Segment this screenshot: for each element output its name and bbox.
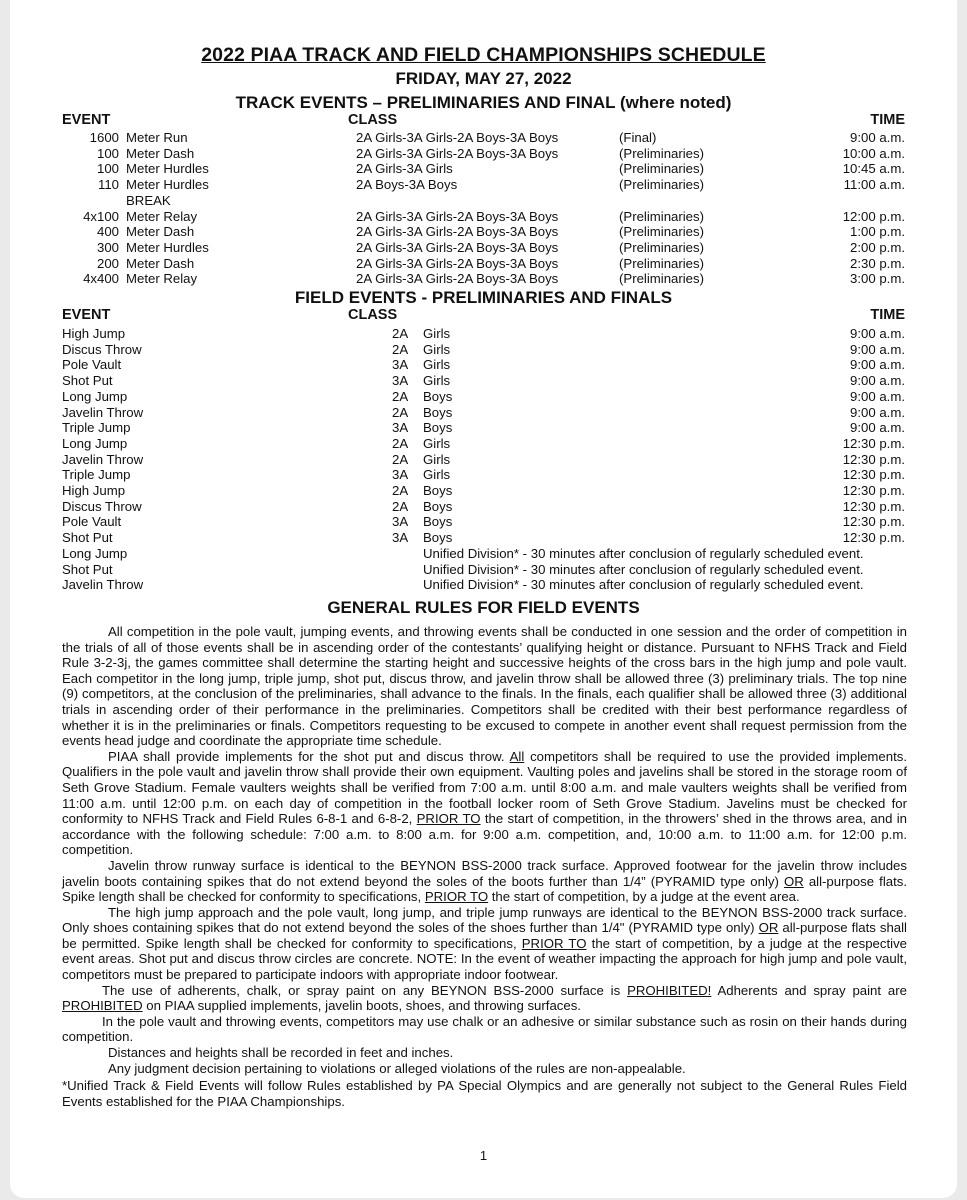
track-event-round: (Preliminaries) <box>619 271 704 287</box>
field-event-class: 2A <box>392 451 409 467</box>
track-event-name: Meter Relay <box>126 271 198 287</box>
track-event-name: Meter Run <box>126 130 188 145</box>
unified-event-row <box>10 577 957 593</box>
track-events-heading: TRACK EVENTS – PRELIMINARIES AND FINAL (where noted) <box>235 93 732 112</box>
unified-event-note: Unified Division* - 30 minutes after conclusion of regularly scheduled event. <box>423 577 864 593</box>
field-header-row <box>10 307 957 323</box>
track-event-distance: 100 <box>96 145 119 161</box>
field-event-time: 9:00 a.m. <box>850 373 905 389</box>
field-event-gender: Boys <box>423 530 453 546</box>
field-event-gender: Girls <box>423 326 451 341</box>
field-col-time: TIME <box>870 307 905 323</box>
track-event-time: 9:00 a.m. <box>850 130 905 145</box>
field-event-time: 12:30 p.m. <box>842 435 905 451</box>
track-event-round: (Final) <box>619 130 657 145</box>
track-event-row <box>10 209 957 225</box>
field-event-time: 9:00 a.m. <box>850 420 905 436</box>
field-event-row <box>10 452 957 468</box>
unified-event-row <box>10 546 957 562</box>
track-event-row <box>10 256 957 272</box>
field-event-gender: Girls <box>423 357 451 373</box>
field-event-gender: Boys <box>423 404 453 420</box>
field-event-row <box>10 389 957 405</box>
field-event-gender: Boys <box>423 483 453 498</box>
unified-footnote: *Unified Track & Field Events will follow Rules established by PA Special Olympics and are generally not subject to the General Rules Field Events established for the PIAA Championships. <box>62 1078 907 1109</box>
rules-paragraph-5: The use of adherents, chalk, or spray paint on any BEYNON BSS-2000 surface is PROHIBITED! Adherents and spray paint are PROHIBITED on PIAA supplied implements, javelin boots, shoes, and throwing surfaces. <box>62 982 907 1014</box>
field-event-time: 12:30 p.m. <box>842 483 905 498</box>
rules-paragraph-7: Distances and heights shall be recorded in feet and inches. <box>108 1045 454 1061</box>
field-event-gender: Girls <box>423 435 451 451</box>
track-col-time: TIME <box>870 112 905 128</box>
track-event-name: Meter Dash <box>126 145 195 161</box>
field-event-row <box>10 483 957 499</box>
track-event-class: 2A Girls-3A Girls-2A Boys-3A Boys <box>356 271 559 287</box>
field-event-class: 3A <box>392 373 409 389</box>
unified-event-name: Long Jump <box>62 545 128 561</box>
field-event-name: High Jump <box>62 326 126 341</box>
track-event-class: 2A Boys-3A Boys <box>356 177 458 193</box>
field-event-time: 9:00 a.m. <box>850 404 905 420</box>
track-event-round: (Preliminaries) <box>619 145 704 161</box>
field-event-class: 2A <box>392 404 409 420</box>
track-event-row <box>10 193 957 209</box>
field-event-row <box>10 530 957 546</box>
field-event-row <box>10 467 957 483</box>
field-event-time: 12:30 p.m. <box>842 467 905 483</box>
field-event-time: 9:00 a.m. <box>850 326 905 341</box>
track-event-class: 2A Girls-3A Girls-2A Boys-3A Boys <box>356 130 559 145</box>
field-event-time: 12:30 p.m. <box>842 498 905 514</box>
unified-event-name: Shot Put <box>62 561 113 577</box>
field-event-name: Shot Put <box>62 530 113 546</box>
track-event-round: (Preliminaries) <box>619 255 704 271</box>
field-event-row <box>10 514 957 530</box>
track-event-row <box>10 240 957 256</box>
field-event-class: 2A <box>392 326 409 341</box>
track-event-row <box>10 224 957 240</box>
field-events-heading: FIELD EVENTS - PRELIMINARIES AND FINALS <box>294 288 673 307</box>
field-event-name: Triple Jump <box>62 467 131 483</box>
track-event-time: 3:00 p.m. <box>850 271 905 287</box>
field-event-name: Discus Throw <box>62 341 142 357</box>
field-event-name: Shot Put <box>62 373 113 389</box>
field-event-class: 2A <box>392 388 409 404</box>
track-event-distance: 400 <box>96 224 119 240</box>
unified-event-note: Unified Division* - 30 minutes after conclusion of regularly scheduled event. <box>423 545 864 561</box>
track-event-round: (Preliminaries) <box>619 177 704 193</box>
rules-paragraph-4: The high jump approach and the pole vault, long jump, and triple jump runways are identical to the BEYNON BSS-2000 track surface. Only shoes containing spikes that do not extend beyond the soles of the shoes further than 1/4" (PYRAMID type only) OR all-purpose flats shall be permitted. Spike length shall be checked for conformity to specifications, PRIOR TO the start of competition, by a judge at the respective event areas. Shot put and discus throw circles are concrete. NOTE: In the event of weather impacting the approach for high jump and pole vault, competitors must be prepared to participate indoors with appropriate indoor footwear. <box>62 904 907 983</box>
track-event-time: 11:00 a.m. <box>843 177 905 193</box>
track-event-name: Meter Dash <box>126 224 195 240</box>
field-event-name: Long Jump <box>62 435 128 451</box>
field-event-class: 2A <box>392 341 409 357</box>
field-event-row <box>10 326 957 342</box>
field-event-gender: Boys <box>423 388 453 404</box>
rules-paragraph-6: In the pole vault and throwing events, competitors may use chalk or an adhesive or similar substance such as rosin on their hands during competition. <box>62 1013 907 1045</box>
track-event-round: (Preliminaries) <box>619 224 704 240</box>
track-event-time: 10:00 a.m. <box>842 145 905 161</box>
track-event-round: (Preliminaries) <box>619 239 704 255</box>
field-event-name: Javelin Throw <box>62 404 144 420</box>
unified-event-note: Unified Division* - 30 minutes after conclusion of regularly scheduled event. <box>423 561 864 577</box>
field-event-class: 2A <box>392 498 409 514</box>
track-event-distance: 200 <box>96 255 119 271</box>
track-event-distance: 4x400 <box>83 271 119 287</box>
track-event-row <box>10 271 957 287</box>
field-event-class: 3A <box>392 514 409 530</box>
field-event-row <box>10 373 957 389</box>
unified-event-name: Javelin Throw <box>62 577 144 593</box>
track-event-name: Meter Hurdles <box>126 177 209 193</box>
general-rules-heading: GENERAL RULES FOR FIELD EVENTS <box>327 598 640 617</box>
field-event-gender: Girls <box>423 373 451 389</box>
field-event-class: 3A <box>392 530 409 546</box>
field-col-class: CLASS <box>348 307 398 323</box>
page-title: 2022 PIAA TRACK AND FIELD CHAMPIONSHIPS SCHEDULE <box>201 44 766 66</box>
track-event-class: 2A Girls-3A Girls-2A Boys-3A Boys <box>356 224 559 240</box>
field-event-name: High Jump <box>62 483 126 498</box>
field-event-class: 3A <box>392 467 409 483</box>
field-event-row <box>10 342 957 358</box>
field-event-name: Long Jump <box>62 388 128 404</box>
field-event-row <box>10 499 957 515</box>
rules-body <box>62 624 907 1109</box>
rules-paragraph-1: All competition in the pole vault, jumping events, and throwing events shall be conducted in one session and the order of competition in the trials of all of those events shall be in ascending order of the contestants’ qualifying height or distance. Pursuant to NFHS Track and Field Rule 3-2-3j, the games committee shall determine the starting height and successive heights of the cross bars in the high jump and pole vault. Each competitor in the long jump, triple jump, shot put, discus throw, and javelin throw shall be allowed three (3) preliminary trials. The top nine (9) competitors, at the conclusion of the preliminaries, shall advance to the finals. In the finals, each qualifier shall be allowed three (3) additional trials in ascending order of their performance in the preliminaries. Competitors shall be credited with their best performance regardless of whether it is in the preliminaries or finals. Competitors requesting to be excused to compete in another event shall request permission from the events head judge and coordinate the appropriate time schedule. <box>62 624 907 749</box>
track-header-row <box>10 112 957 128</box>
track-event-name: BREAK <box>126 192 171 208</box>
track-event-name: Meter Hurdles <box>126 239 209 255</box>
field-event-gender: Boys <box>423 420 453 436</box>
field-event-class: 3A <box>392 420 409 436</box>
track-event-name: Meter Relay <box>126 208 198 224</box>
track-event-time: 10:45 a.m. <box>842 161 905 177</box>
field-event-name: Discus Throw <box>62 498 142 514</box>
track-event-time: 2:30 p.m. <box>850 255 905 271</box>
field-event-class: 3A <box>392 357 409 373</box>
track-event-time: 1:00 p.m. <box>850 224 905 240</box>
field-event-class: 2A <box>392 483 409 498</box>
field-event-gender: Girls <box>423 451 451 467</box>
field-event-time: 12:30 p.m. <box>842 514 905 530</box>
rules-paragraph-2: PIAA shall provide implements for the shot put and discus throw. All competitors shall be required to use the provided implements. Qualifiers in the pole vault and javelin throw shall provide their own equipment. Vaulting poles and javelins shall be stored in the storage room of Seth Grove Stadium. Female vaulters weights shall be verified from 7:00 a.m. until 8:00 a.m. and male vaulters weights shall be verified from 11:00 a.m. until 12:00 p.m. on each day of competition in the football locker room of Seth Grove Stadium. Javelins must be checked for conformity to NFHS Track and Field Rules 6-8-1 and 6-8-2, PRIOR TO the start of competition, in the throwers’ shed in the throws area, and in accordance with the following schedule: 7:00 a.m. to 8:00 a.m. for 9:00 a.m. competition, and, 10:00 a.m. to 11:00 a.m. for 12:00 p.m. competition. <box>62 748 908 858</box>
track-event-time: 2:00 p.m. <box>850 239 905 255</box>
track-event-time: 12:00 p.m. <box>842 208 905 224</box>
schedule-date: FRIDAY, MAY 27, 2022 <box>395 69 572 88</box>
track-event-distance: 300 <box>96 239 119 255</box>
track-event-distance: 4x100 <box>83 208 119 224</box>
page-number: 1 <box>479 1148 488 1163</box>
field-event-name: Pole Vault <box>62 514 122 530</box>
rules-paragraph-3: Javelin throw runway surface is identical to the BEYNON BSS-2000 track surface. Approved footwear for the javelin throw includes javelin boots containing spikes that do not extend beyond the soles of the boots further than 1/4” (PYRAMID type only) OR all-purpose flats. Spike length shall be checked for conformity to specifications, PRIOR TO the start of competition, by a judge at the event area. <box>62 857 908 905</box>
field-event-gender: Girls <box>423 341 451 357</box>
document-page <box>10 0 957 1198</box>
field-event-row <box>10 405 957 421</box>
field-event-time: 9:00 a.m. <box>850 357 905 373</box>
track-event-name: Meter Hurdles <box>126 161 209 177</box>
track-event-row <box>10 130 957 146</box>
field-event-time: 12:30 p.m. <box>842 451 905 467</box>
track-event-class: 2A Girls-3A Girls-2A Boys-3A Boys <box>356 208 559 224</box>
track-event-class: 2A Girls-3A Girls-2A Boys-3A Boys <box>356 255 559 271</box>
track-event-distance: 1600 <box>89 130 119 145</box>
field-event-time: 9:00 a.m. <box>850 388 905 404</box>
field-event-name: Triple Jump <box>62 420 131 436</box>
track-event-distance: 110 <box>97 177 119 193</box>
track-event-round: (Preliminaries) <box>619 161 704 177</box>
track-event-distance: 100 <box>96 161 119 177</box>
track-col-event: EVENT <box>62 112 111 128</box>
field-event-class: 2A <box>392 435 409 451</box>
field-event-gender: Girls <box>423 467 451 483</box>
field-event-gender: Boys <box>423 498 453 514</box>
field-event-time: 9:00 a.m. <box>850 341 905 357</box>
field-col-event: EVENT <box>62 307 111 323</box>
rules-paragraph-8: Any judgment decision pertaining to violations or alleged violations of the rules are non-appealable. <box>108 1060 686 1076</box>
track-event-row <box>10 161 957 177</box>
field-event-row <box>10 420 957 436</box>
field-event-name: Pole Vault <box>62 357 122 373</box>
track-event-class: 2A Girls-3A Girls-2A Boys-3A Boys <box>356 239 559 255</box>
track-event-class: 2A Girls-3A Girls <box>356 161 453 177</box>
track-event-name: Meter Dash <box>126 255 195 271</box>
track-event-row <box>10 146 957 162</box>
track-event-row <box>10 177 957 193</box>
field-event-gender: Boys <box>423 514 453 530</box>
field-event-name: Javelin Throw <box>62 451 144 467</box>
track-col-class: CLASS <box>348 112 398 128</box>
field-event-row <box>10 436 957 452</box>
unified-event-row <box>10 562 957 578</box>
field-event-row <box>10 357 957 373</box>
track-event-round: (Preliminaries) <box>619 208 704 224</box>
field-event-time: 12:30 p.m. <box>842 530 905 546</box>
track-event-class: 2A Girls-3A Girls-2A Boys-3A Boys <box>356 145 559 161</box>
